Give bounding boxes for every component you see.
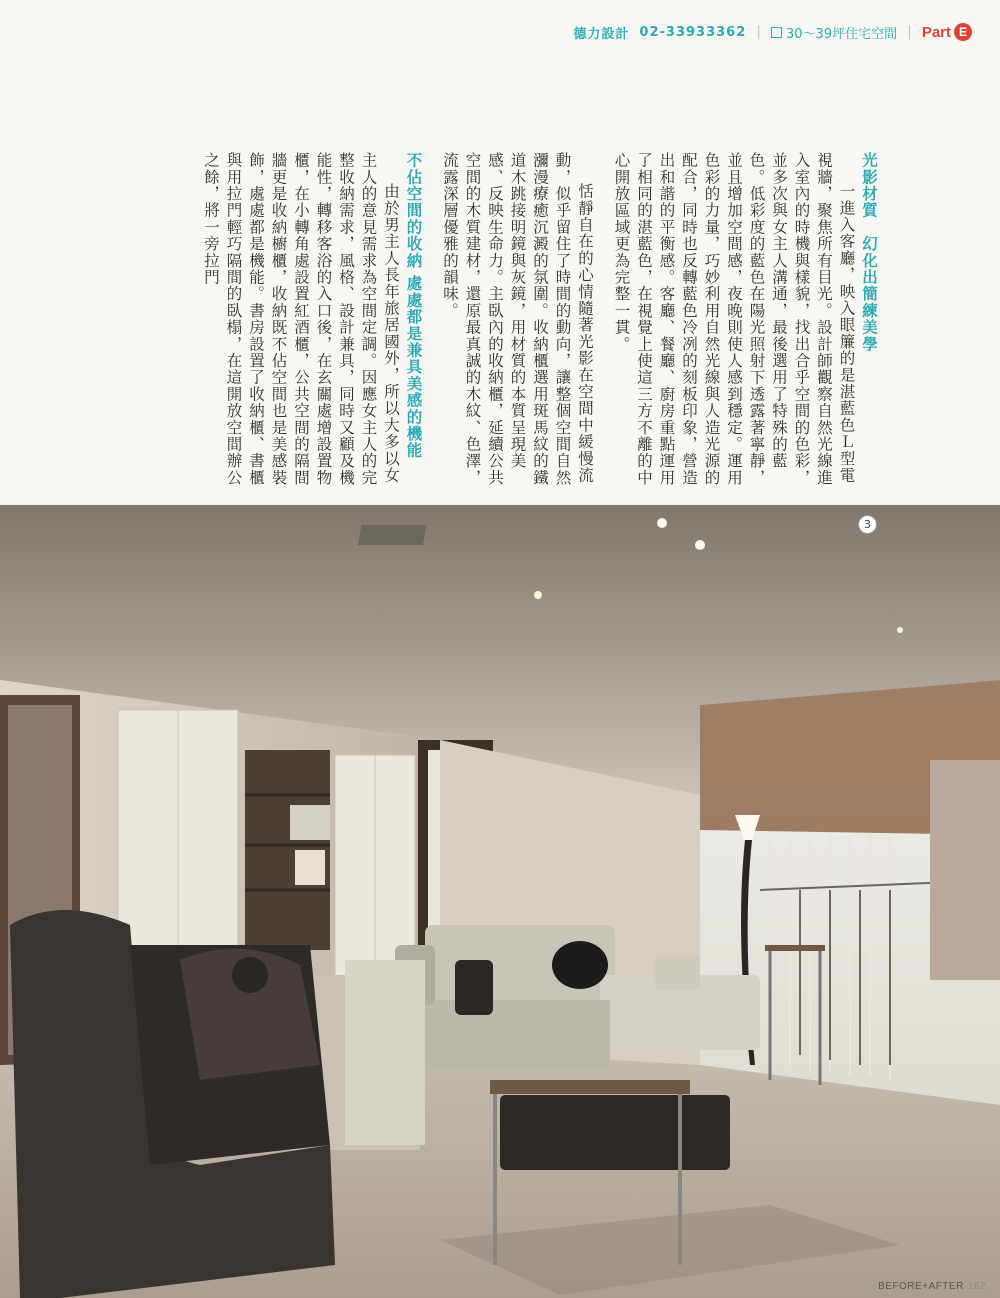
magazine-name: BEFORE+AFTER: [878, 1281, 964, 1292]
designer-brand: 德力設計: [573, 26, 630, 42]
checkbox-icon: [771, 27, 782, 38]
page-number: 162: [967, 1281, 986, 1292]
designer-phone: 02-33933362: [639, 24, 747, 40]
part-label: [922, 23, 972, 41]
section1-heading: 光影材質 幻化出簡練美學: [860, 152, 878, 353]
header-divider: |: [756, 24, 761, 40]
living-room-illustration: [0, 505, 1000, 1298]
section2-paragraph-1: 由於男主人長年旅居國外，所以大多以女主人的意見需求為空間定調。因應女主人的完整收納需求，風格、設計兼具，同時又顧及機能性，轉移客浴的入口後，在玄關處增設置物櫃，在小轉角處設置紅酒櫃，公共空間的隔間牆更是收納櫥櫃，收納既不佔空間也是美感裝飾，處處都是機能。書房設置了收納櫃、書櫃與用拉門輕巧隔間的臥榻，在這開放空間辦公之餘，將一旁拉門: [202, 152, 400, 486]
page-footer: [878, 1281, 986, 1292]
part-text: Part: [921, 23, 951, 41]
section2-subheading: 處處都是兼具美感的機能: [404, 275, 423, 459]
topic-text: 30～39坪住宅空間: [786, 26, 898, 42]
photo-number-badge: 3: [858, 515, 877, 534]
topic-label: [771, 23, 897, 42]
section1-paragraph-2: 恬靜自在的心情隨著光影在空間中緩慢流動，似乎留住了時間的動向，讓整個空間自然瀰漫療癒沉澱的氛圍。收納櫃選用斑馬紋的鐵道木跳接明鏡與灰鏡，用材質的本質呈現美感、反映生命力。主臥內的收納櫃，延續公共空間的木質建材，還原最真誠的木紋、色澤，流露深層優雅的韻味。: [441, 152, 594, 486]
header-divider-2: |: [907, 24, 912, 40]
section1-paragraph-1: 一進入客廳，映入眼簾的是湛藍色Ｌ型電視牆，聚焦所有目光。設計師觀察自然光線進入室內的時機與樣貌，找出合乎空間的色彩，並多次與女主人溝通，最後選用了特殊的藍色。低彩度的藍色在陽光照射下透露著寧靜，並且增加空間感，夜晚則使人感到穩定。運用色彩的力量，巧妙利用自然光線與人造光源的配合，同時也反轉藍色冷冽的刻板印象，營造出和諧的平衡感。客廳、餐廳、廚房重點運用了相同的湛藍色，在視覺上使這三方不離的中心開放區域更為完整一貫。: [612, 152, 856, 486]
article-body: [202, 152, 880, 492]
part-badge: E: [954, 23, 972, 41]
section2-heading: 不佔空間的收納: [404, 152, 423, 269]
living-room-photo: [0, 505, 1000, 1298]
page-header: [573, 18, 972, 46]
